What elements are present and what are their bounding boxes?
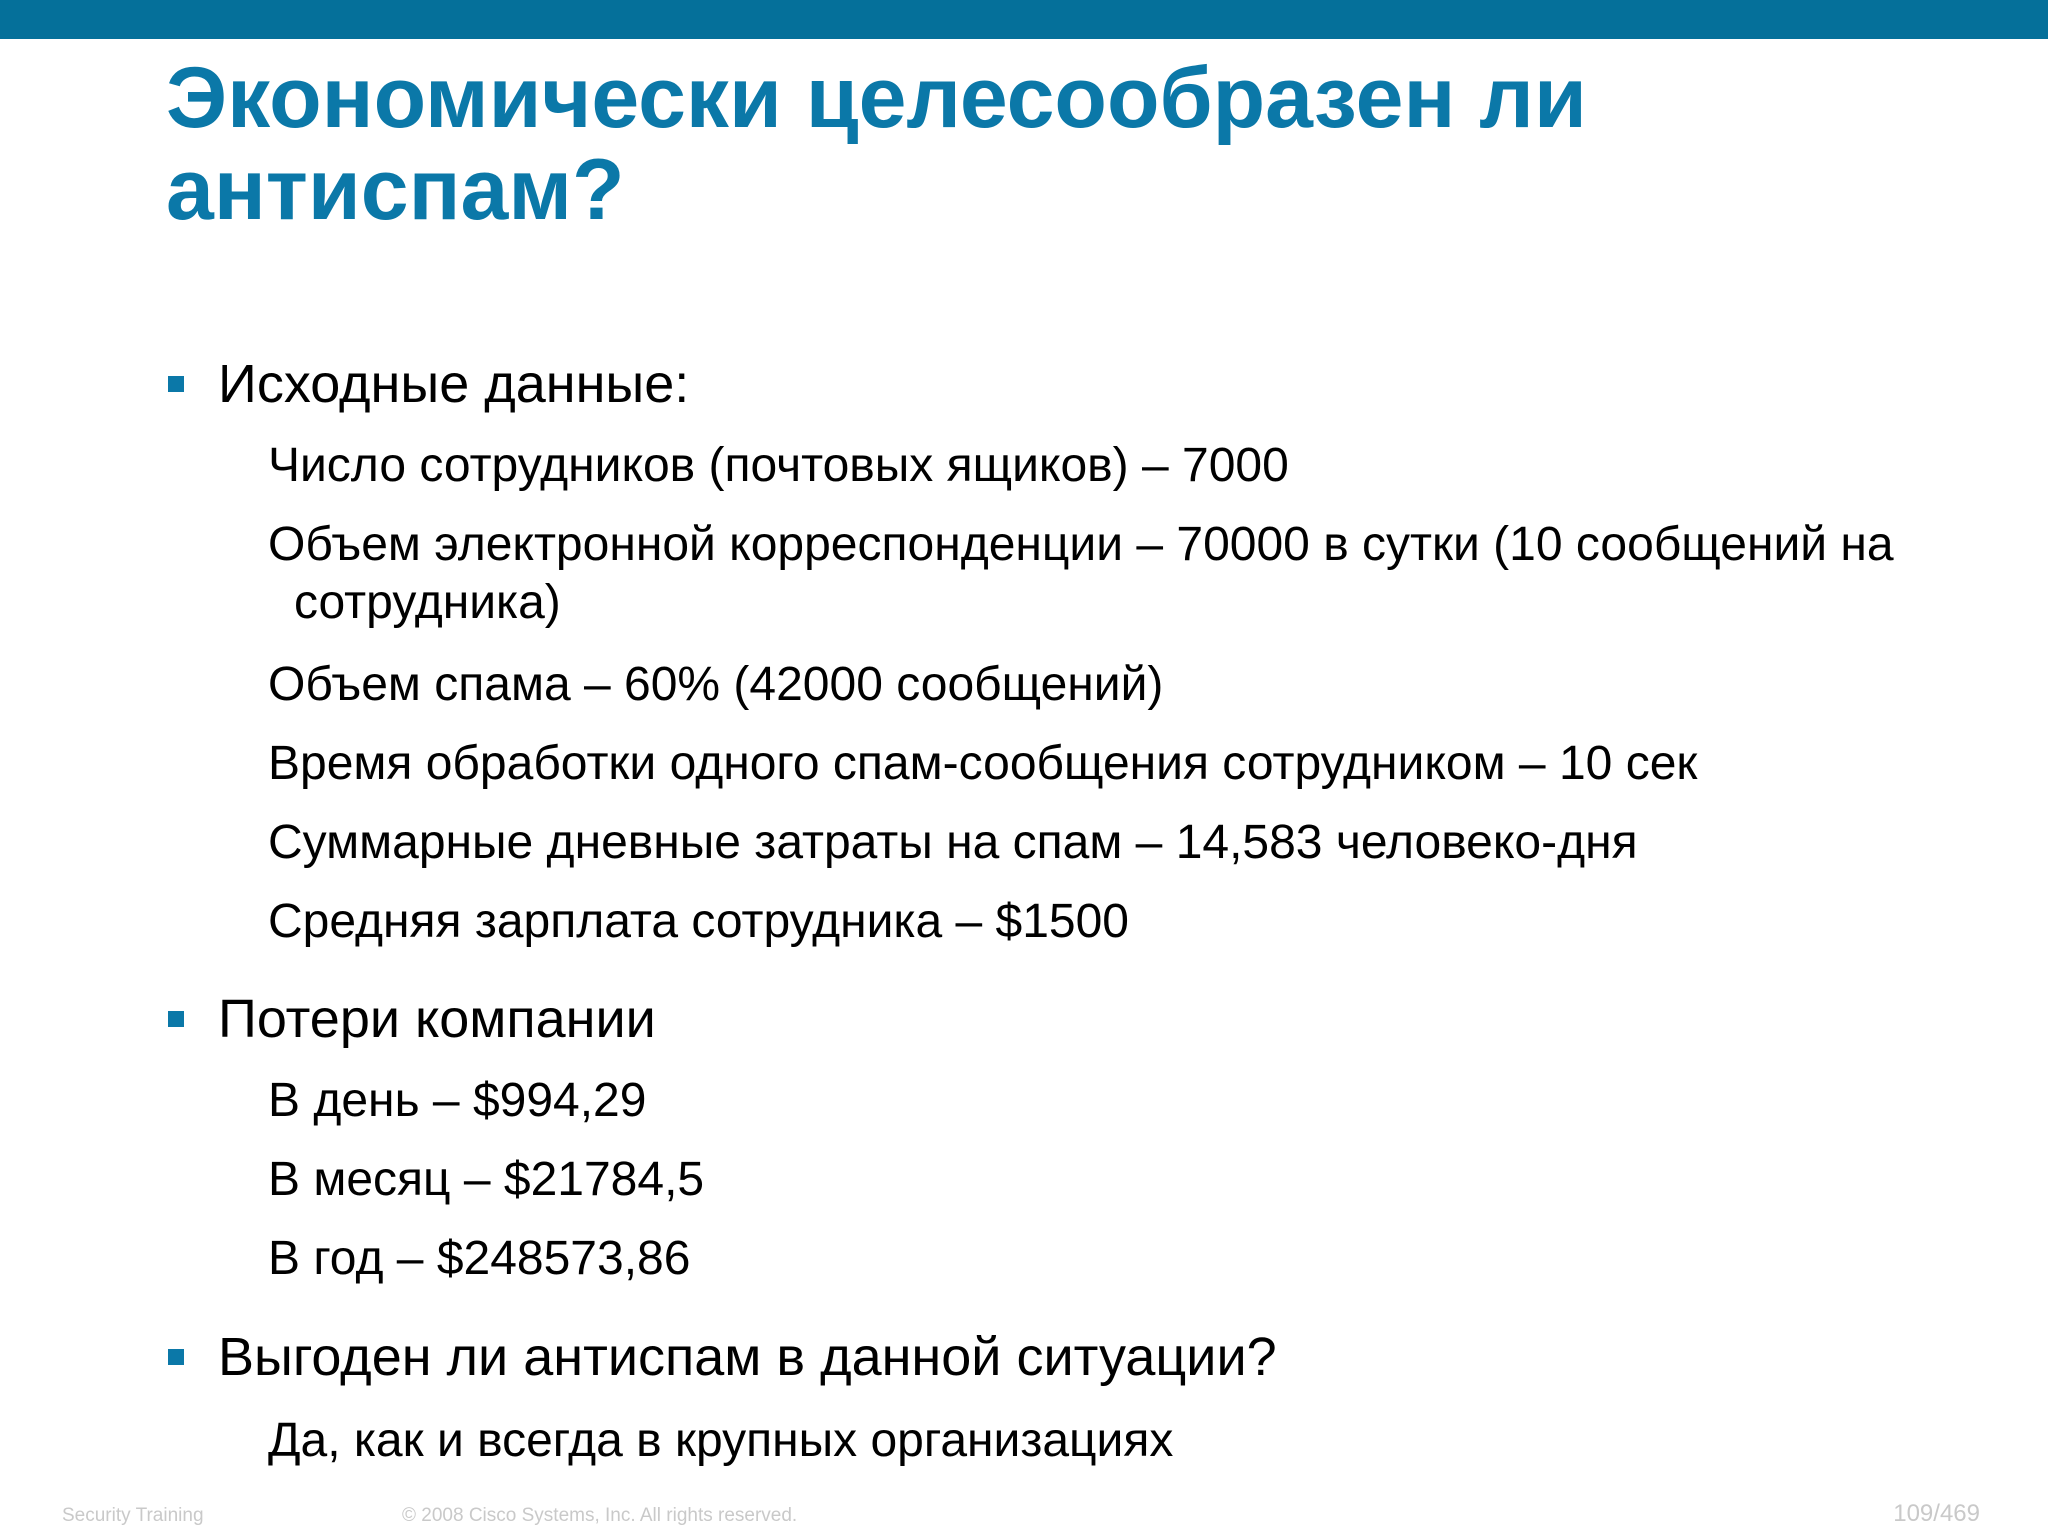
page-number: 109/469: [1893, 1500, 1980, 1527]
square-bullet-icon: [168, 1349, 184, 1365]
sub-item: Число сотрудников (почтовых ящиков) – 7000: [268, 439, 1289, 492]
sub-item: Объем электронной корреспонденции – 70000 в сутки (10 сообщений на сотрудника): [268, 518, 1894, 629]
sub-item: В год – $248573,86: [268, 1232, 691, 1285]
footer-course-label: Security Training: [62, 1505, 204, 1526]
section-heading: Выгоден ли антиспам в данной ситуации?: [218, 1327, 1277, 1387]
sub-item: Средняя зарплата сотрудника – $1500: [268, 895, 1129, 948]
sub-item: Да, как и всегда в крупных организациях: [268, 1414, 1174, 1467]
section-heading: Потери компании: [218, 989, 656, 1049]
bullet-item: [168, 989, 656, 1049]
sub-item: Время обработки одного спам-сообщения сотрудником – 10 сек: [268, 737, 1698, 790]
square-bullet-icon: [168, 1011, 184, 1027]
sub-item: Объем спама – 60% (42000 сообщений): [268, 658, 1164, 711]
slide-title: Экономически целесообразен ли антиспам?: [166, 50, 1587, 238]
square-bullet-icon: [168, 376, 184, 392]
bullet-item: [168, 1327, 1277, 1387]
sub-item: Суммарные дневные затраты на спам – 14,583 человеко-дня: [268, 816, 1638, 869]
sub-item: В месяц – $21784,5: [268, 1153, 705, 1206]
section-heading: Исходные данные:: [218, 354, 690, 414]
footer-copyright: © 2008 Cisco Systems, Inc. All rights reserved.: [402, 1505, 798, 1526]
sub-item: В день – $994,29: [268, 1074, 647, 1127]
bullet-item: [168, 354, 689, 414]
